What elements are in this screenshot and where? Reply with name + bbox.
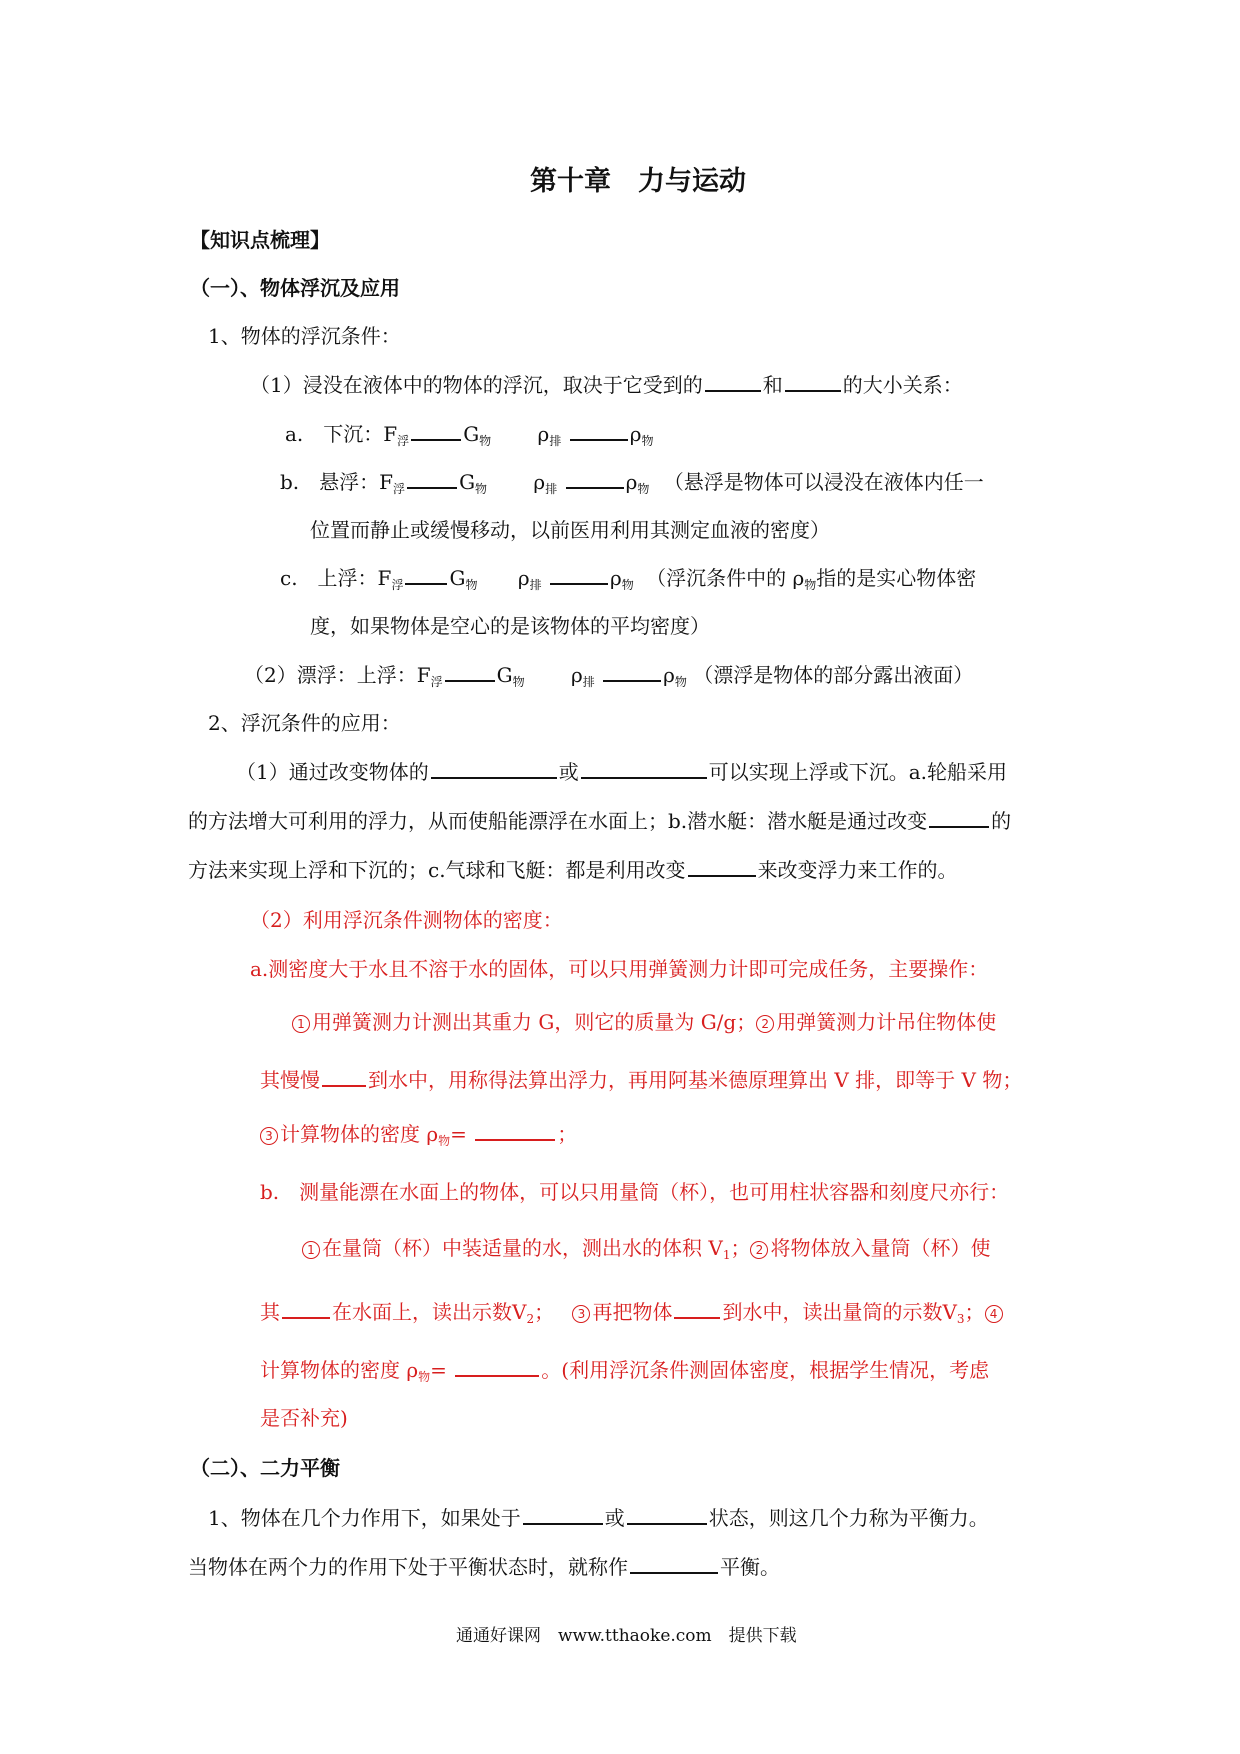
circled-number: 2	[750, 1241, 768, 1259]
float-sink-conditions: 1、物体的浮沉条件：	[208, 324, 401, 348]
applications-heading: 2、浮沉条件的应用：	[208, 711, 401, 735]
section-1-heading: （一）、物体浮沉及应用	[190, 276, 400, 300]
blank[interactable]	[674, 1299, 720, 1319]
circled-number: 3	[260, 1127, 278, 1145]
blank[interactable]	[322, 1067, 366, 1087]
blank[interactable]	[705, 372, 761, 392]
circled-number: 1	[292, 1015, 310, 1033]
condition-float: （2）漂浮：上浮：$F_浮$ $G_物$ $\rho_排$ $\rho_物$ （漂浮是物体的部分露出液面）	[244, 663, 974, 689]
section-2-heading: （二）、二力平衡	[190, 1456, 340, 1480]
blank[interactable]	[455, 1357, 539, 1377]
blank[interactable]	[405, 565, 447, 585]
blank[interactable]	[411, 421, 461, 441]
condition-suspend-cont: 位置而静止或缓慢移动，以前医用利用其测定血液的密度）	[310, 518, 830, 542]
condition-rise-cont: 度，如果物体是空心的是该物体的平均密度）	[310, 614, 710, 638]
blank[interactable]	[550, 565, 608, 585]
condition-rise: c. 上浮：$F_浮$ $G_物$ $\rho_排$ $\rho_物$ （浮沉条件中的 $\rho_物$指的是实心物体密	[280, 566, 977, 592]
balance-line-1: 1、物体在几个力作用下，如果处于 或 状态，则这几个力称为平衡力。	[208, 1506, 989, 1530]
page-title: 第十章 力与运动	[530, 166, 746, 197]
blank[interactable]	[445, 662, 495, 682]
blank[interactable]	[523, 1505, 603, 1525]
density-a-step-1: 1 用弹簧测力计测出其重力 G，则它的质量为 G/g； 2 用弹簧测力计吊住物体使	[292, 1008, 996, 1036]
density-method-a: a.测密度大于水且不溶于水的固体，可以只用弹簧测力计即可完成任务，主要操作：	[250, 957, 989, 981]
density-method-b: b. 测量能漂在水面上的物体，可以只用量筒（杯），也可用柱状容器和刻度尺亦行：	[260, 1180, 1010, 1204]
blank[interactable]	[475, 1121, 555, 1141]
circled-number: 4	[985, 1305, 1003, 1323]
blank[interactable]	[282, 1299, 330, 1319]
knowledge-header: 【知识点梳理】	[190, 228, 330, 252]
density-b-note: 是否补充)	[260, 1406, 348, 1430]
blank[interactable]	[688, 857, 756, 877]
density-a-step-3: 3 计算物体的密度 $\rho_物=$ ；	[260, 1120, 577, 1155]
blank[interactable]	[929, 808, 989, 828]
condition-1: （1）浸没在液体中的物体的浮沉，取决于它受到的 和 的大小关系：	[250, 373, 963, 397]
condition-suspend: b. 悬浮：$F_浮$ $G_物$ $\rho_排$ $\rho_物$ （悬浮是物体可以浸没在液体内任一	[280, 470, 984, 496]
application-line-3: 方法来实现上浮和下沉的；c.气球和飞艇：都是利用改变 来改变浮力来工作的。	[188, 858, 958, 882]
density-b-step-3: 计算物体的密度 $\rho_物=$ 。(利用浮沉条件测固体密度，根据学生情况，考虑	[260, 1358, 990, 1384]
footer-credit: 通通好课网 www.tthaoke.com 提供下载	[456, 1626, 797, 1646]
density-b-step-1: 1 在量筒（杯）中装适量的水，测出水的体积 $V_1$； 2 将物体放入量筒（杯）使	[302, 1234, 990, 1269]
circled-number: 2	[756, 1015, 774, 1033]
blank[interactable]	[570, 421, 628, 441]
blank[interactable]	[627, 1505, 707, 1525]
blank[interactable]	[581, 759, 707, 779]
circled-number: 3	[572, 1305, 590, 1323]
blank[interactable]	[566, 469, 624, 489]
blank[interactable]	[431, 759, 557, 779]
blank[interactable]	[603, 662, 661, 682]
application-line-1: （1）通过改变物体的 或 可以实现上浮或下沉。a.轮船采用	[236, 760, 1008, 784]
density-heading: （2）利用浮沉条件测物体的密度：	[250, 908, 563, 932]
blank[interactable]	[785, 372, 841, 392]
application-line-2: 的方法增大可利用的浮力，从而使船能漂浮在水面上；b.潜水艇：潜水艇是通过改变 的	[188, 809, 1012, 833]
blank[interactable]	[407, 469, 457, 489]
balance-line-2: 当物体在两个力的作用下处于平衡状态时，就称作 平衡。	[188, 1555, 780, 1579]
density-a-step-2: 其慢慢 到水中，用称得法算出浮力，再用阿基米德原理算出 V 排，即等于 V 物；	[260, 1068, 1023, 1092]
circled-number: 1	[302, 1241, 320, 1259]
condition-sink: a. 下沉：$F_浮$ $G_物$ $\rho_排$ $\rho_物$	[285, 422, 654, 448]
blank[interactable]	[630, 1554, 718, 1574]
density-b-step-2: 其 在水面上，读出示数$V_2$； 3 再把物体 到水中，读出量筒的示数$V_3$； 4	[260, 1298, 1005, 1333]
